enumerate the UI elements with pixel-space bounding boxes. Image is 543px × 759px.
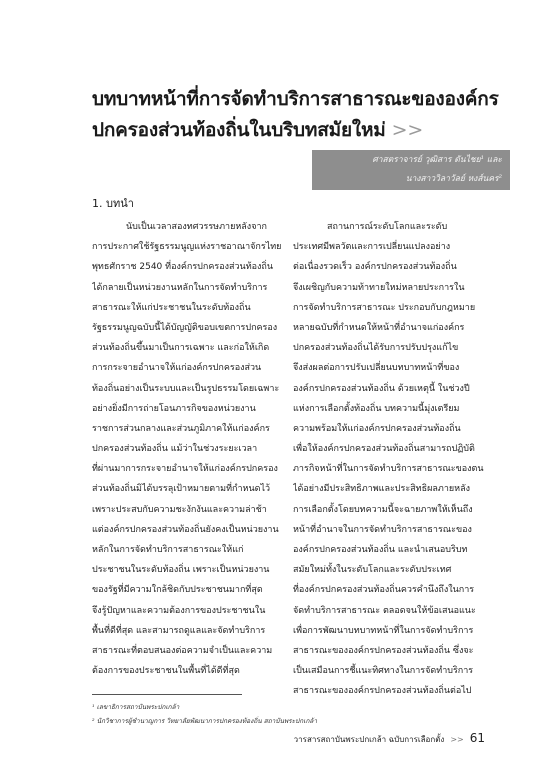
text-line: สถานการณ์ระดับโลกและระดับ <box>327 222 448 232</box>
title-line-2-text: ปกครองส่วนท้องถิ่นในบริบทสมัยใหม่ <box>92 119 386 141</box>
text-line: ราชการส่วนกลางและส่วนภูมิภาคให้แก่องค์กร <box>92 423 270 434</box>
text-line: ความพร้อมให้แก่องค์กรปกครองส่วนท้องถิ่น <box>293 423 461 434</box>
text-line: ปกครองส่วนท้องถิ่นได้รับการปรับปรุงแก้ไข <box>293 343 459 354</box>
text-line: จัดทำบริการสาธารณะ ตลอดจนให้ข้อเสนอแนะ <box>293 605 476 616</box>
title-arrow-icon: >> <box>391 119 424 141</box>
text-line: การจัดทำบริการสาธารณะ ประกอบกับกฎหมาย <box>293 302 476 313</box>
author-line-1: ศาสตราจารย์ วุฒิสาร ตันไชย¹ และ <box>372 155 502 165</box>
text-line: หน้าที่อำนาจในการจัดทำบริการสาธารณะของ <box>293 524 472 535</box>
text-line: ได้กลายเป็นหน่วยงานหลักในการจัดทำบริการ <box>92 282 268 293</box>
text-line: นับเป็นเวลาสองทศวรรษภายหลังจาก <box>126 222 267 232</box>
left-column <box>92 217 282 681</box>
text-line: ภารกิจหน้าที่ในการจัดทำบริการสาธารณะของตน <box>293 464 484 475</box>
text-line: พื้นที่ดีที่สุด และสามารถดูแลและจัดทำบริการ <box>92 625 266 636</box>
text-line: รัฐธรรมนูญฉบับนี้ได้บัญญัติขอบเขตการปกครอง <box>92 322 278 333</box>
text-line: เพราะประสบกับความชะงักงันและความล่าช้า <box>92 504 267 515</box>
text-line: องค์กรปกครองส่วนท้องถิ่น ด้วยเหตุนี้ ในช่วงปี <box>293 383 470 394</box>
text-line: เพื่อการพัฒนาบทบาทหน้าที่ในการจัดทำบริการ <box>293 625 474 636</box>
text-line: สาธารณะที่ตอบสนองต่อความจำเป็นและความ <box>92 645 273 656</box>
text-line: แต่องค์กรปกครองส่วนท้องถิ่นยังคงเป็นหน่วยงาน <box>92 524 279 535</box>
text-line: หลายฉบับที่กำหนดให้หน้าที่อำนาจแก่องค์กร <box>293 322 465 333</box>
text-line: การประกาศใช้รัฐธรรมนูญแห่งราชอาณาจักรไทย <box>92 242 282 253</box>
author-line-2: นางสาววิลาวัลย์ หงส์นคร² <box>405 174 502 184</box>
text-line: จึงส่งผลต่อการปรับเปลี่ยนบทบาทหน้าที่ของ <box>293 363 460 374</box>
page-footer <box>280 731 485 746</box>
footer-arrow-icon: >> <box>450 735 464 744</box>
text-line: ที่องค์กรปกครองส่วนท้องถิ่นควรคำนึงถึงในการ <box>293 585 475 596</box>
text-line: การกระจายอำนาจให้แก่องค์กรปกครองส่วน <box>92 363 262 374</box>
text-line: สมัยใหม่ทั้งในระดับโลกและระดับประเทศ <box>293 565 452 576</box>
text-line: ปกครองส่วนท้องถิ่น แม้ว่าในช่วงระยะเวลา <box>92 444 258 455</box>
text-line: ส่วนท้องถิ่นมิได้บรรลุเป้าหมายตามที่กำหนดไว้ <box>92 484 271 495</box>
text-line: จึงรู้ปัญหาและความต้องการของประชาชนใน <box>92 605 266 616</box>
article-title <box>92 84 512 146</box>
text-line: องค์กรปกครองส่วนท้องถิ่น และนำเสนอบริบท <box>293 545 468 555</box>
text-line: เป็นเสมือนการชี้แนะทิศทางในการจัดทำบริการ <box>293 666 474 677</box>
author-box <box>312 150 510 190</box>
footnotes <box>92 700 502 728</box>
section-heading: 1. บทนำ <box>92 197 134 210</box>
right-column <box>293 217 487 702</box>
text-line: สาธารณะให้แก่ประชาชนในระดับท้องถิ่น <box>92 302 251 313</box>
title-line-1: บทบาทหน้าที่การจัดทำบริการสาธารณะขององค์กร <box>92 88 499 110</box>
text-line: หลักในการจัดทำบริการสาธารณะให้แก่ <box>92 545 244 555</box>
text-line: สาธารณะขององค์กรปกครองส่วนท้องถิ่นต่อไป <box>293 686 472 697</box>
text-line: เพื่อให้องค์กรปกครองส่วนท้องถิ่นสามารถปฏิบัติ <box>293 444 475 455</box>
title-line-2 <box>92 115 512 146</box>
text-line: อย่างยิ่งมีการถ่ายโอนภารกิจของหน่วยงาน <box>92 403 256 414</box>
text-line: ประชาชนในระดับท้องถิ่น เพราะเป็นหน่วยงาน <box>92 565 270 576</box>
text-line: ต่อเนื่องรวดเร็ว องค์กรปกครองส่วนท้องถิ่น <box>293 262 457 273</box>
text-line: ของรัฐที่มีความใกล้ชิดกับประชาชนมากที่สุด <box>92 585 263 596</box>
text-line: พุทธศักราช 2540 ที่องค์กรปกครองส่วนท้องถิ่น <box>92 262 274 273</box>
text-line: การเลือกตั้งโดยบทความนี้จะฉายภาพให้เห็นถึง <box>293 504 473 515</box>
journal-name: วารสารสถาบันพระปกเกล้า ฉบับการเลือกตั้ง <box>293 735 445 744</box>
footnote-2: ² นักวิชาการผู้ชำนาญการ วิทยาลัยพัฒนาการปกครองท้องถิ่น สถาบันพระปกเกล้า <box>92 717 318 725</box>
text-line: ต้องการของประชาชนในพื้นที่ได้ดีที่สุด <box>92 666 240 677</box>
footnote-1: ¹ เลขาธิการสถาบันพระปกเกล้า <box>92 703 180 711</box>
text-line: ประเทศมีพลวัตและการเปลี่ยนแปลงอย่าง <box>293 242 451 253</box>
text-line: ส่วนท้องถิ่นขึ้นมาเป็นการเฉพาะ และก่อให้เกิด <box>92 343 270 354</box>
text-line: แห่งการเลือกตั้งท้องถิ่น บทความนี้มุ่งเตรียม <box>293 403 460 414</box>
text-line: ท้องถิ่นอย่างเป็นระบบและเป็นรูปธรรมโดยเฉพาะ <box>92 383 280 394</box>
page-number: 61 <box>469 731 485 745</box>
text-line: สาธารณะขององค์กรปกครองส่วนท้องถิ่น ซึ่งจะ <box>293 645 474 656</box>
text-line: ได้อย่างมีประสิทธิภาพและประสิทธิผลภายหลัง <box>293 484 470 495</box>
text-line: จึงเผชิญกับความท้าทายใหม่หลายประการใน <box>293 282 465 293</box>
text-line: ที่ผ่านมาการกระจายอำนาจให้แก่องค์กรปกครอง <box>92 464 278 475</box>
footnote-divider <box>92 694 242 695</box>
